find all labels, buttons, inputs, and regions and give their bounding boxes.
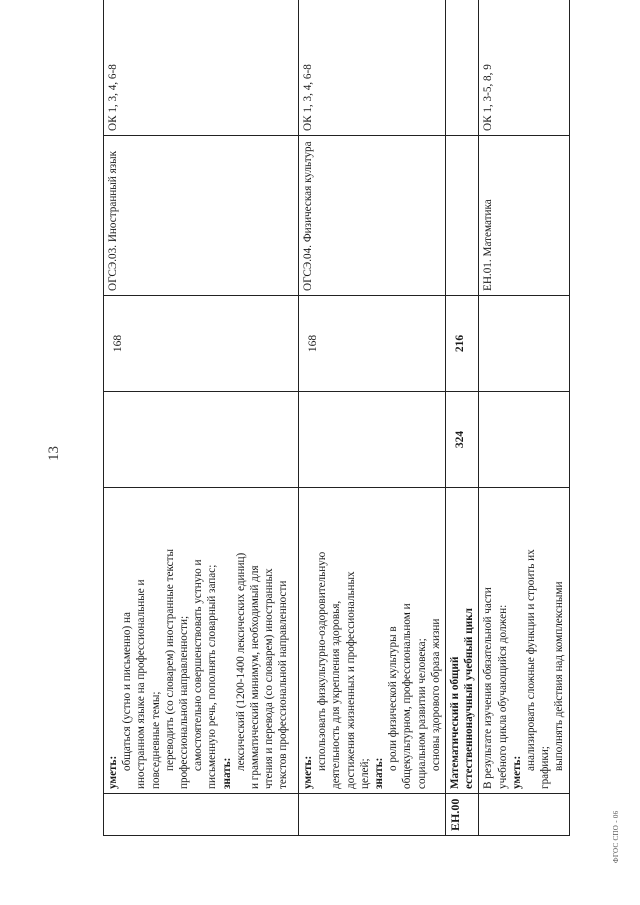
content-cell [479,488,569,794]
content-line: выполнять действия над комплексными [553,581,566,771]
table-row [104,0,299,836]
competencies-cell: ОК 1, 3-5, 8, 9 [479,0,569,136]
cycle-code-cell: ЕН.00 [446,794,479,836]
content-line: знать: [220,757,233,789]
content-line: естественнонаучный учебный цикл [463,608,476,789]
hours-cell: 168 [104,296,299,392]
competencies-cell: ОК 1, 3, 4, 6-8 [299,0,446,136]
hours-cell: 216 [446,296,479,392]
content-line: общаться (устно и письменно) на [121,612,134,771]
max-hours-cell [299,392,446,488]
discipline-cell [446,136,479,296]
table-row [479,0,569,836]
content-cell [299,488,446,794]
table-row [299,0,446,836]
content-line: уметь: [107,755,119,789]
content-line: деятельность для укрепления здоровья, [330,600,343,789]
content-line: текстов профессиональной направленности [277,580,290,789]
max-hours-cell: 324 [446,392,479,488]
hours-cell: 168 [299,296,446,392]
content-cell [104,488,299,794]
content-line: уметь: [302,755,314,789]
content-line: иностранном языке на профессиональные и [135,579,148,789]
page-number: 13 [46,446,62,461]
content-line: о роли физической культуры в [387,626,400,771]
content-line: основы здорового образа жизни [429,618,442,771]
content-line: графики; [539,746,552,789]
content-line: социальном развитии человека; [415,638,428,789]
content-line: общекультурном, профессиональном и [401,603,414,789]
cycle-code-cell [104,794,299,836]
discipline-cell: ОГСЭ.03. Иностранный язык [104,136,299,296]
content-line: самостоятельно совершенствовать устную и [192,559,205,771]
content-line: анализировать сложные функции и строить их [525,549,538,771]
table-row [446,0,479,836]
content-line: учебного цикла обучающийся должен: [496,604,509,789]
content-line: достижения жизненных и профессиональных [344,571,357,789]
content-line: использовать физкультурно-оздоровительную [316,551,329,771]
competencies-cell [446,0,479,136]
discipline-cell: ЕН.01. Математика [479,136,569,296]
document-footer: ФГОС СПО - 06 [612,810,620,863]
competencies-cell: ОК 1, 3, 4, 6-8 [104,0,299,136]
cycle-code-cell [299,794,446,836]
curriculum-table [103,0,570,836]
content-line: уметь: [510,755,523,789]
content-line: Математический и общий [449,656,462,789]
content-line: переводить (со словарем) иностранные тексты [163,549,176,771]
content-cell [446,488,479,794]
max-hours-cell [104,392,299,488]
content-line: письменную речь, пополнять словарный запас; [206,564,219,789]
content-line: целей; [358,758,371,789]
content-line: знать: [373,757,386,789]
max-hours-cell [479,392,569,488]
content-line: профессиональной направленности; [178,615,191,789]
discipline-cell: ОГСЭ.04. Физическая культура [299,136,446,296]
content-line: лексический (1200-1400 лексических единиц) [234,552,247,771]
content-line: чтения и перевода (со словарем) иностранных [263,568,276,789]
content-line: и грамматический минимум, необходимый для [249,565,262,789]
content-line: В результате изучения обязательной части [482,587,495,789]
content-line: повседневные темы; [149,691,162,789]
cycle-code-cell [479,794,569,836]
hours-cell [479,296,569,392]
